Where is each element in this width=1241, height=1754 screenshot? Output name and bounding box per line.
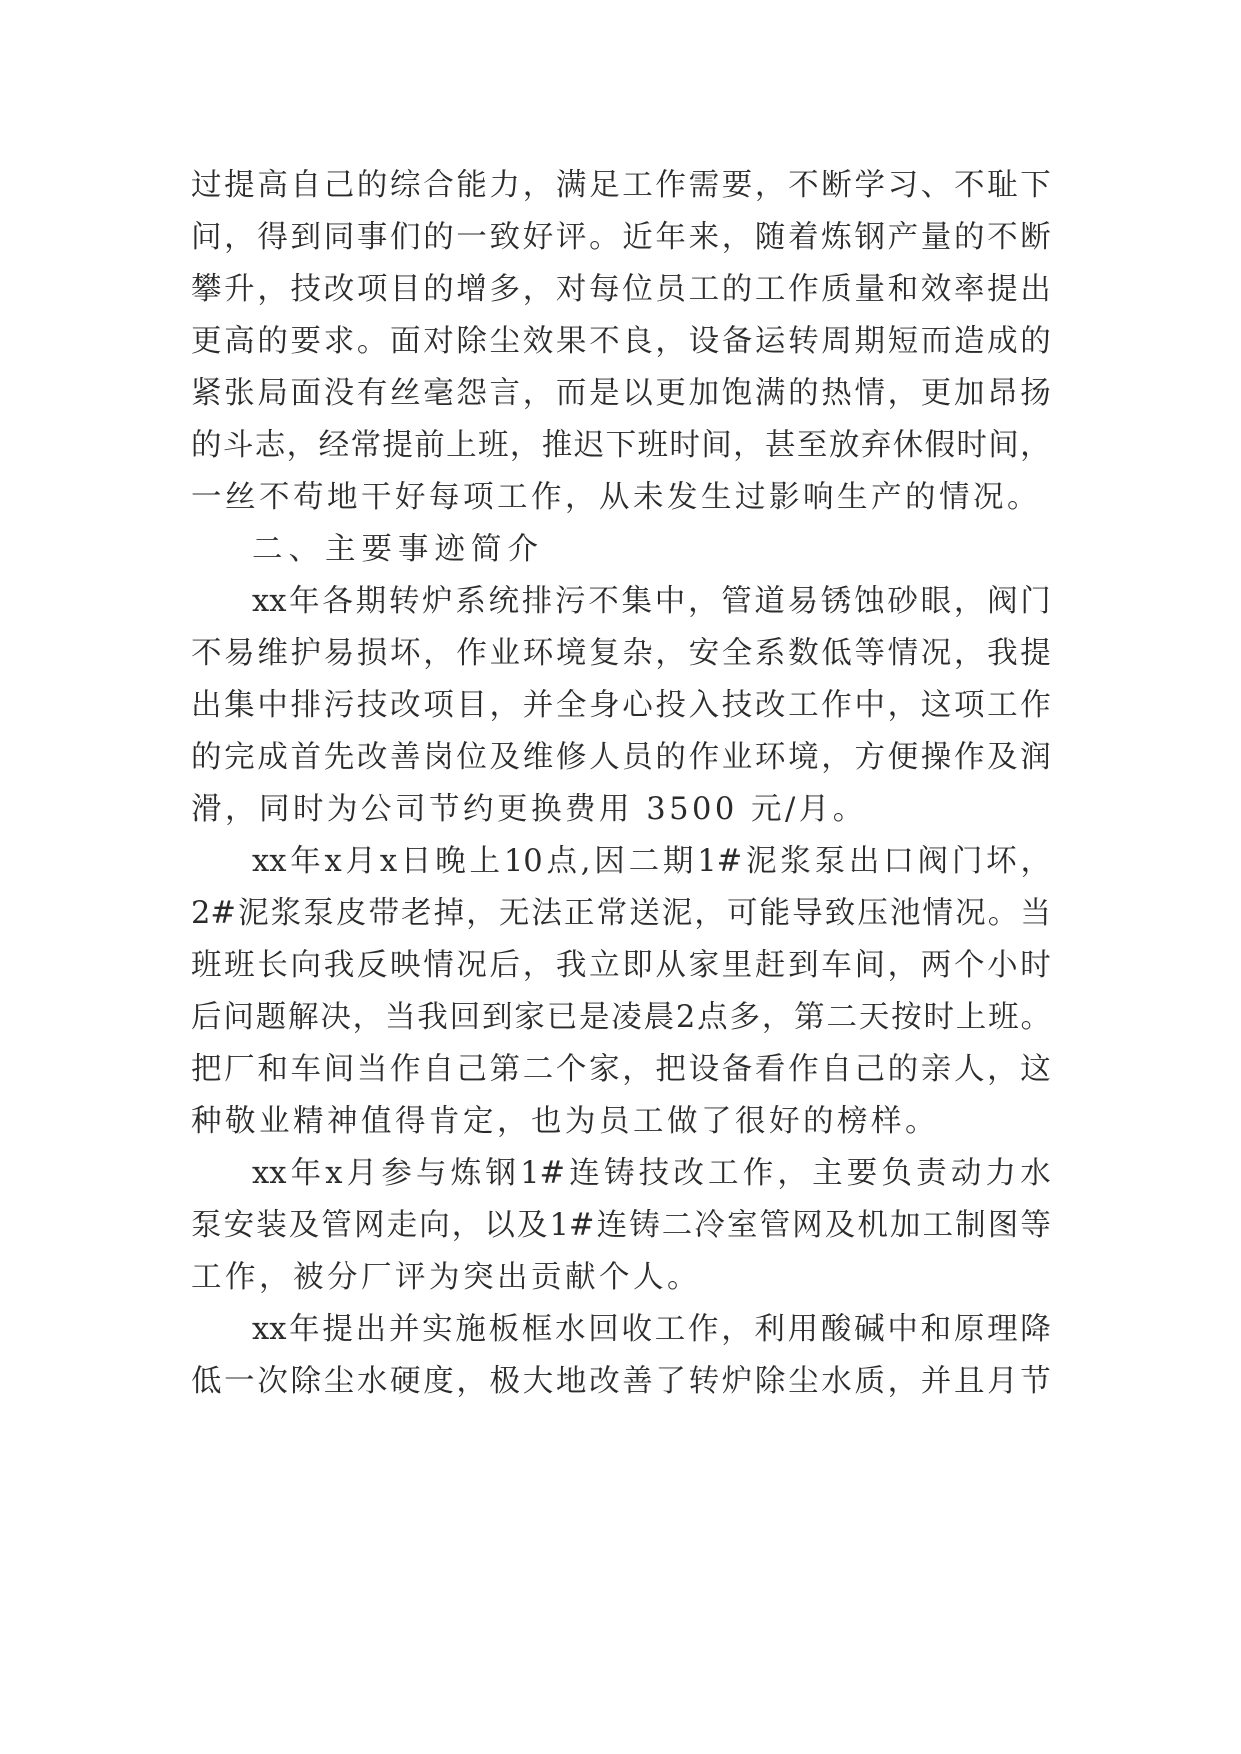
text-line: 出 集 中 排 污 技 改 项 目 ， 并 全 身 心 投 入 技 改 工 作 中 ， 这 项 工 作 [191,688,1051,723]
text-line: 2# 泥 浆 泵 皮 带 老 掉 ， 无 法 正 常 送 泥 ， 可 能 导 致 压 池 情 况 。 当 [191,896,1051,931]
text-line: 攀 升 ， 技 改 项 目 的 增 多 ， 对 每 位 员 工 的 工 作 质 量 和 效 率 提 出 [191,272,1051,307]
text-line: 过 提 高 自 己 的 综 合 能 力 ， 满 足 工 作 需 要 ， 不 断 学 习 、 不 耻 下 [191,168,1051,203]
text-line: 的 完 成 首 先 改 善 岗 位 及 维 修 人 员 的 作 业 环 境 ， 方 便 操 作 及 润 [191,740,1051,775]
text-line: 滑，同时为公司节约更换费用 3500 元/月。 [191,792,867,827]
text-line: 更 高 的 要 求 。 面 对 除 尘 效 果 不 良 ， 设 备 运 转 周 期 短 而 造 成 的 [191,324,1051,359]
text-line: 低 一 次 除 尘 水 硬 度 ， 极 大 地 改 善 了 转 炉 除 尘 水 质 ， 并 且 月 节 [191,1364,1051,1399]
text-line: 一丝不苟地干好每项工作，从未发生过影响生产的情况。 [191,480,1041,515]
text-line: xx 年 x 月 参 与 炼 钢 1# 连 铸 技 改 工 作 ， 主 要 负 责 动 力 水 [252,1156,1051,1191]
section-heading: 二、主要事迹简介 [252,532,544,567]
text-line: 班 班 长 向 我 反 映 情 况 后 ， 我 立 即 从 家 里 赶 到 车 间 ， 两 个 小 时 [191,948,1051,983]
text-line: xx 年 x 月 x 日 晚 上 10 点 , 因 二 期 1# 泥 浆 泵 出 口 阀 门 坏 ， [252,844,1051,879]
text-line: 后 问 题 解 决 ， 当 我 回 到 家 已 是 凌 晨 2 点 多 ， 第 二 天 按 时 上 班 。 [191,1000,1051,1035]
text-line: 紧 张 局 面 没 有 丝 毫 怨 言 ， 而 是 以 更 加 饱 满 的 热 情 ， 更 加 昂 扬 [191,376,1051,411]
text-line: 工作，被分厂评为突出贡献个人。 [191,1260,701,1295]
text-line: 问 ， 得 到 同 事 们 的 一 致 好 评 。 近 年 来 ， 随 着 炼 钢 产 量 的 不 断 [191,220,1051,255]
text-line: 的 斗 志 ， 经 常 提 前 上 班 ， 推 迟 下 班 时 间 ， 甚 至 放 弃 休 假 时 间 ， [191,428,1051,463]
text-line: 不 易 维 护 易 损 坏 ， 作 业 环 境 复 杂 ， 安 全 系 数 低 等 情 况 ， 我 提 [191,636,1051,671]
text-line: xx 年 各 期 转 炉 系 统 排 污 不 集 中 ， 管 道 易 锈 蚀 砂 眼 ， 阀 门 [252,584,1051,619]
text-line: 把 厂 和 车 间 当 作 自 己 第 二 个 家 ， 把 设 备 看 作 自 己 的 亲 人 ， 这 [191,1052,1051,1087]
text-line: 泵 安 装 及 管 网 走 向 ， 以 及 1# 连 铸 二 冷 室 管 网 及 机 加 工 制 图 等 [191,1208,1051,1243]
text-line: 种敬业精神值得肯定，也为员工做了很好的榜样。 [191,1104,939,1139]
text-line: xx 年 提 出 并 实 施 板 框 水 回 收 工 作 ， 利 用 酸 碱 中 和 原 理 降 [252,1312,1051,1347]
document-body [191,160,1051,1408]
